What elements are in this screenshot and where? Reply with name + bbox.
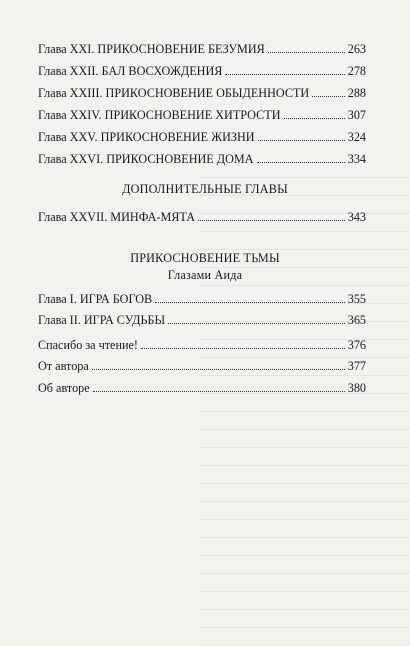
toc-entry-ch21[interactable] xyxy=(38,42,366,56)
toc-entry-page: 343 xyxy=(347,210,366,224)
toc-entry-thanks[interactable] xyxy=(38,338,366,352)
leader-dots xyxy=(268,52,345,53)
toc-entry-about-author[interactable] xyxy=(38,381,366,395)
toc-entry-label: От автора xyxy=(38,359,89,373)
leader-dots xyxy=(225,74,344,75)
toc-entry-d2[interactable] xyxy=(38,313,366,327)
leader-dots xyxy=(257,162,345,163)
toc-entry-label: Глава XXVI. ПРИКОСНОВЕНИЕ ДОМА xyxy=(38,152,254,166)
toc-entry-label: Глава XXII. БАЛ ВОСХОЖДЕНИЯ xyxy=(38,64,223,78)
toc-entry-page: 355 xyxy=(347,292,366,306)
leader-dots xyxy=(92,369,345,370)
toc-entry-label: Глава XXVII. МИНФА-МЯТА xyxy=(38,210,196,224)
toc-entry-ch27[interactable] xyxy=(38,210,366,224)
section-subtitle-darkness: Глазами Аида xyxy=(167,268,243,282)
toc-entry-page: 278 xyxy=(347,64,366,78)
toc-entry-page: 380 xyxy=(347,381,366,395)
toc-entry-page: 307 xyxy=(347,108,366,122)
leader-dots xyxy=(312,96,345,97)
toc-entry-label: Глава II. ИГРА СУДЬБЫ xyxy=(38,313,166,327)
toc-entry-from-author[interactable] xyxy=(38,359,366,373)
toc-entry-label: Глава XXIV. ПРИКОСНОВЕНИЕ ХИТРОСТИ xyxy=(38,108,281,122)
toc-entry-ch23[interactable] xyxy=(38,86,366,100)
leader-dots xyxy=(155,302,345,303)
toc-entry-label: Глава XXIII. ПРИКОСНОВЕНИЕ ОБЫДЕННОСТИ xyxy=(38,86,310,100)
toc-entry-page: 334 xyxy=(347,152,366,166)
leader-dots xyxy=(284,118,345,119)
show-through-texture xyxy=(200,160,410,646)
toc-entry-ch26[interactable] xyxy=(38,152,366,166)
toc-entry-d1[interactable] xyxy=(38,292,366,306)
section-heading-additional: ДОПОЛНИТЕЛЬНЫЕ ГЛАВЫ xyxy=(122,182,288,196)
toc-entry-ch24[interactable] xyxy=(38,108,366,122)
toc-entry-page: 324 xyxy=(347,130,366,144)
section-heading-darkness: ПРИКОСНОВЕНИЕ ТЬМЫ xyxy=(130,251,280,265)
toc-entry-label: Глава XXI. ПРИКОСНОВЕНИЕ БЕЗУМИЯ xyxy=(38,42,265,56)
leader-dots xyxy=(258,140,345,141)
toc-entry-ch25[interactable] xyxy=(38,130,366,144)
toc-entry-label: Спасибо за чтение! xyxy=(38,338,138,352)
toc-entry-page: 365 xyxy=(347,313,366,327)
leader-dots xyxy=(168,323,345,324)
toc-entry-page: 263 xyxy=(347,42,366,56)
toc-entry-label: Глава XXV. ПРИКОСНОВЕНИЕ ЖИЗНИ xyxy=(38,130,255,144)
leader-dots xyxy=(141,348,345,349)
leader-dots xyxy=(198,220,345,221)
toc-entry-ch22[interactable] xyxy=(38,64,366,78)
toc-entry-label: Об авторе xyxy=(38,381,90,395)
toc-entry-page: 377 xyxy=(347,359,366,373)
toc-entry-page: 288 xyxy=(347,86,366,100)
leader-dots xyxy=(93,391,345,392)
toc-entry-page: 376 xyxy=(347,338,366,352)
toc-entry-label: Глава I. ИГРА БОГОВ xyxy=(38,292,153,306)
